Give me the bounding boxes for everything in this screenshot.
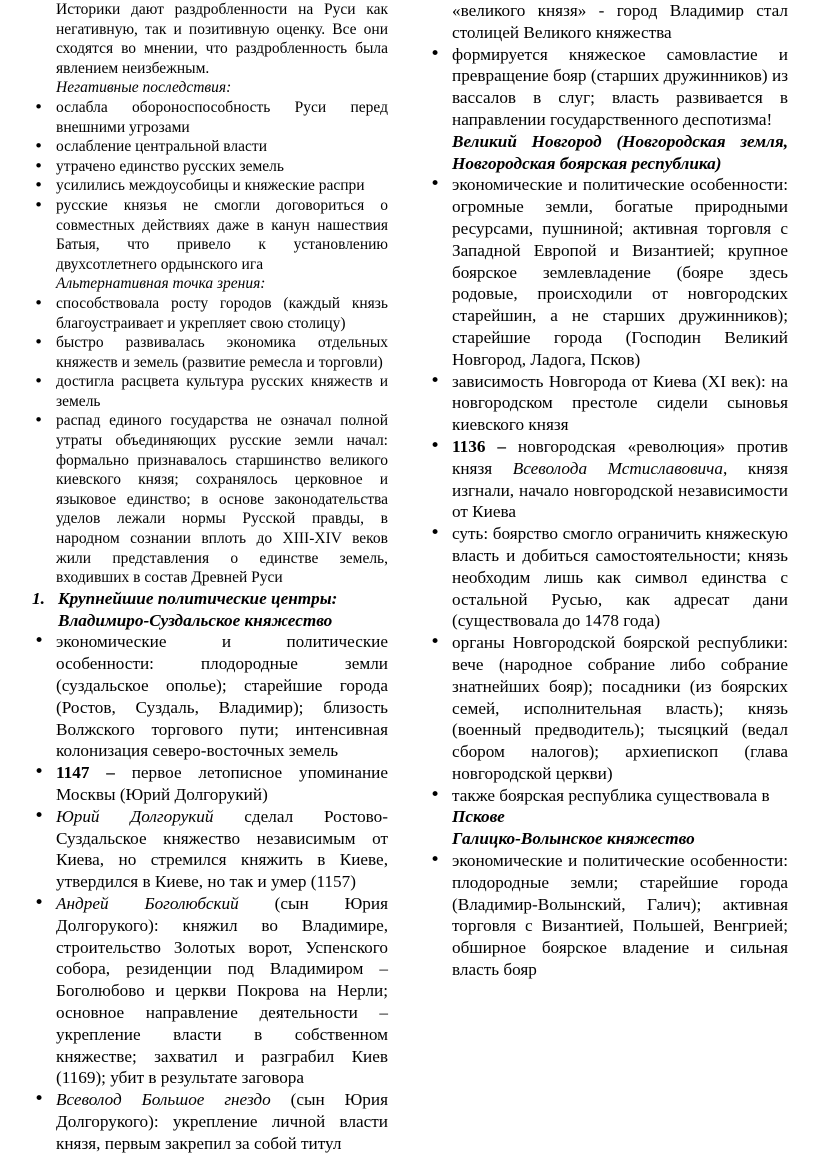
- alternative-view-list: [32, 294, 388, 588]
- item-text: также боярская республика существовала в: [452, 785, 770, 805]
- list-item: [428, 436, 788, 523]
- list-item: • экономические и политические особенности: плодородные земли (суздальское ополье); старейшие города (Ростов, Суздаль, Владимир); близость Волжского торгового пути; интенсивная колонизация северо-восточных земель: [32, 631, 388, 762]
- list-item: • достигла расцвета культура русских княжеств и земель: [32, 372, 388, 411]
- negative-consequences-list: [32, 98, 388, 274]
- list-item: • ослабление центральной власти: [32, 137, 388, 157]
- negative-consequences-heading: Негативные последствия:: [56, 79, 232, 97]
- vladimir-suzdal-list-continued: [428, 44, 788, 131]
- left-column: [32, 0, 388, 1155]
- pskov-bold: Пскове: [452, 807, 505, 827]
- galicia-volhynia-list: [428, 850, 788, 981]
- list-item: • утрачено единство русских земель: [32, 157, 388, 177]
- list-item: • экономические и политические особенности: плодородные земли; старейшие города (Владимир-Волынский, Галич); активная торговля с Византией, Польшей, Венгрией; обширное боярское владение и сильная власть бояр: [428, 850, 788, 981]
- item-text: , князя изгнали, начало новгородской независимости от Киева: [452, 458, 788, 522]
- section-number: 1.: [32, 588, 45, 608]
- item-text: сделал Ростово-Суздальское княжество независимым от Киева, но стремился княжить в Киеве, утвердился в Киеве, но так и умер (1157): [56, 806, 388, 892]
- person-name: Всеволода Мстиславовича: [512, 458, 723, 478]
- list-item: • распад единого государства не означал полной утраты объединяющих русские земли начал: формально признавалось старшинство великого киевского князя; сохранялось церковное и языковое единство; в основе законодательства уделов лежали нормы Русской правды, в народном сознании вплоть до XIII-XIV веков жили представления о единстве земель, входивших в состав Древней Руси: [32, 411, 388, 587]
- galicia-volhynia-heading: Галицко-Волынское княжество: [452, 829, 695, 849]
- item-text: (сын Юрия Долгорукого): княжил во Владимире, строительство Золотых ворот, Успенского собора, резиденции под Владимиром – Боголюбово и церкви Покрова на Нерли; основное направление деятельности – укрепление власти в собственном княжестве; захватил и разграбил Киев (1169); убит в результате заговора: [56, 893, 388, 1088]
- person-name: Юрий Долгорукий: [56, 806, 214, 826]
- continued-text: «великого князя» - город Владимир стал столицей Великого княжества: [452, 1, 788, 42]
- vladimir-suzdal-heading: Владимиро-Суздальское княжество: [58, 610, 333, 630]
- list-item: • способствовала росту городов (каждый князь благоустраивает и укрепляет свою столицу): [32, 294, 388, 333]
- novgorod-heading: Великий Новгород (Новгородская земля, Новгородская боярская республика): [452, 131, 788, 173]
- person-name: Всеволод Большое гнездо: [56, 1090, 271, 1110]
- left-large-text-block: [32, 588, 388, 1155]
- list-item: • формируется княжеское самовластие и превращение бояр (старших дружинников) из вассалов в слуг; власть развивается в направлении государственного деспотизма!: [428, 44, 788, 131]
- alternative-view-heading: Альтернативная точка зрения:: [56, 275, 266, 293]
- list-item: • экономические и политические особенности: огромные земли, богатые природными ресурсами, пушниной; активная торговля с Западной Европой и Византией; крупное боярское землевладение (бояре здесь родовые, происходили от новгородских старейшин, а не старших дружинников); старейшие города (Господин Великий Новгород, Ладога, Псков): [428, 174, 788, 370]
- item-text: первое летописное упоминание Москвы (Юрий Долгорукий): [56, 763, 388, 804]
- list-item: • быстро развивалась экономика отдельных княжеств и земель (развитие ремесла и торговли): [32, 333, 388, 372]
- vladimir-suzdal-list: [32, 631, 388, 1154]
- section-title: Крупнейшие политические центры:: [58, 588, 338, 608]
- item-text: (сын Юрия Долгорукого): укрепление личной власти князя, первым закрепил за собой титул: [56, 1090, 388, 1153]
- person-name: Андрей Боголюбский: [56, 893, 239, 913]
- list-item: • зависимость Новгорода от Киева (XI век): на новгородском престоле сидели сыновья киевского князя: [428, 371, 788, 436]
- novgorod-list: [428, 174, 788, 828]
- section-heading: [32, 588, 388, 632]
- date-bold: 1147 –: [56, 763, 115, 783]
- list-item: [32, 893, 388, 1089]
- intro-paragraph: Историки дают раздробленности на Руси как негативную, так и позитивную оценку. Все они сходятся во мнении, что раздробленность была явлением неизбежным.: [56, 1, 388, 77]
- left-small-text-block: [32, 0, 388, 588]
- list-item: • ослабла обороноспособность Руси перед внешними угрозами: [32, 98, 388, 137]
- list-item: • усилились междоусобицы и княжеские распри: [32, 176, 388, 196]
- list-item: • суть: боярство смогло ограничить княжескую власть и добиться самостоятельности; князь необходим лишь как символ единства с остальной Русью, как адресат дани (существовала до 1478 года): [428, 523, 788, 632]
- list-item: [32, 1089, 388, 1154]
- list-item: [428, 785, 788, 829]
- date-bold: 1136 –: [452, 436, 506, 456]
- list-item: • русские князья не смогли договориться о совместных действиях даже в канун нашествия Батыя, что привело к установлению двухсотлетнего ордынского ига: [32, 196, 388, 274]
- right-column: [428, 0, 788, 981]
- list-item: [32, 762, 388, 806]
- list-item: [32, 806, 388, 893]
- item-text: новгородская «революция» против князя: [452, 436, 788, 478]
- list-item: • органы Новгородской боярской республики: вече (народное собрание либо собрание знатнейших бояр); посадники (из боярских семей, исполнительная власть); князь (военный предводитель); тысяцкий (ведал сбором налогов); архиепископ (глава новгородской церкви): [428, 632, 788, 785]
